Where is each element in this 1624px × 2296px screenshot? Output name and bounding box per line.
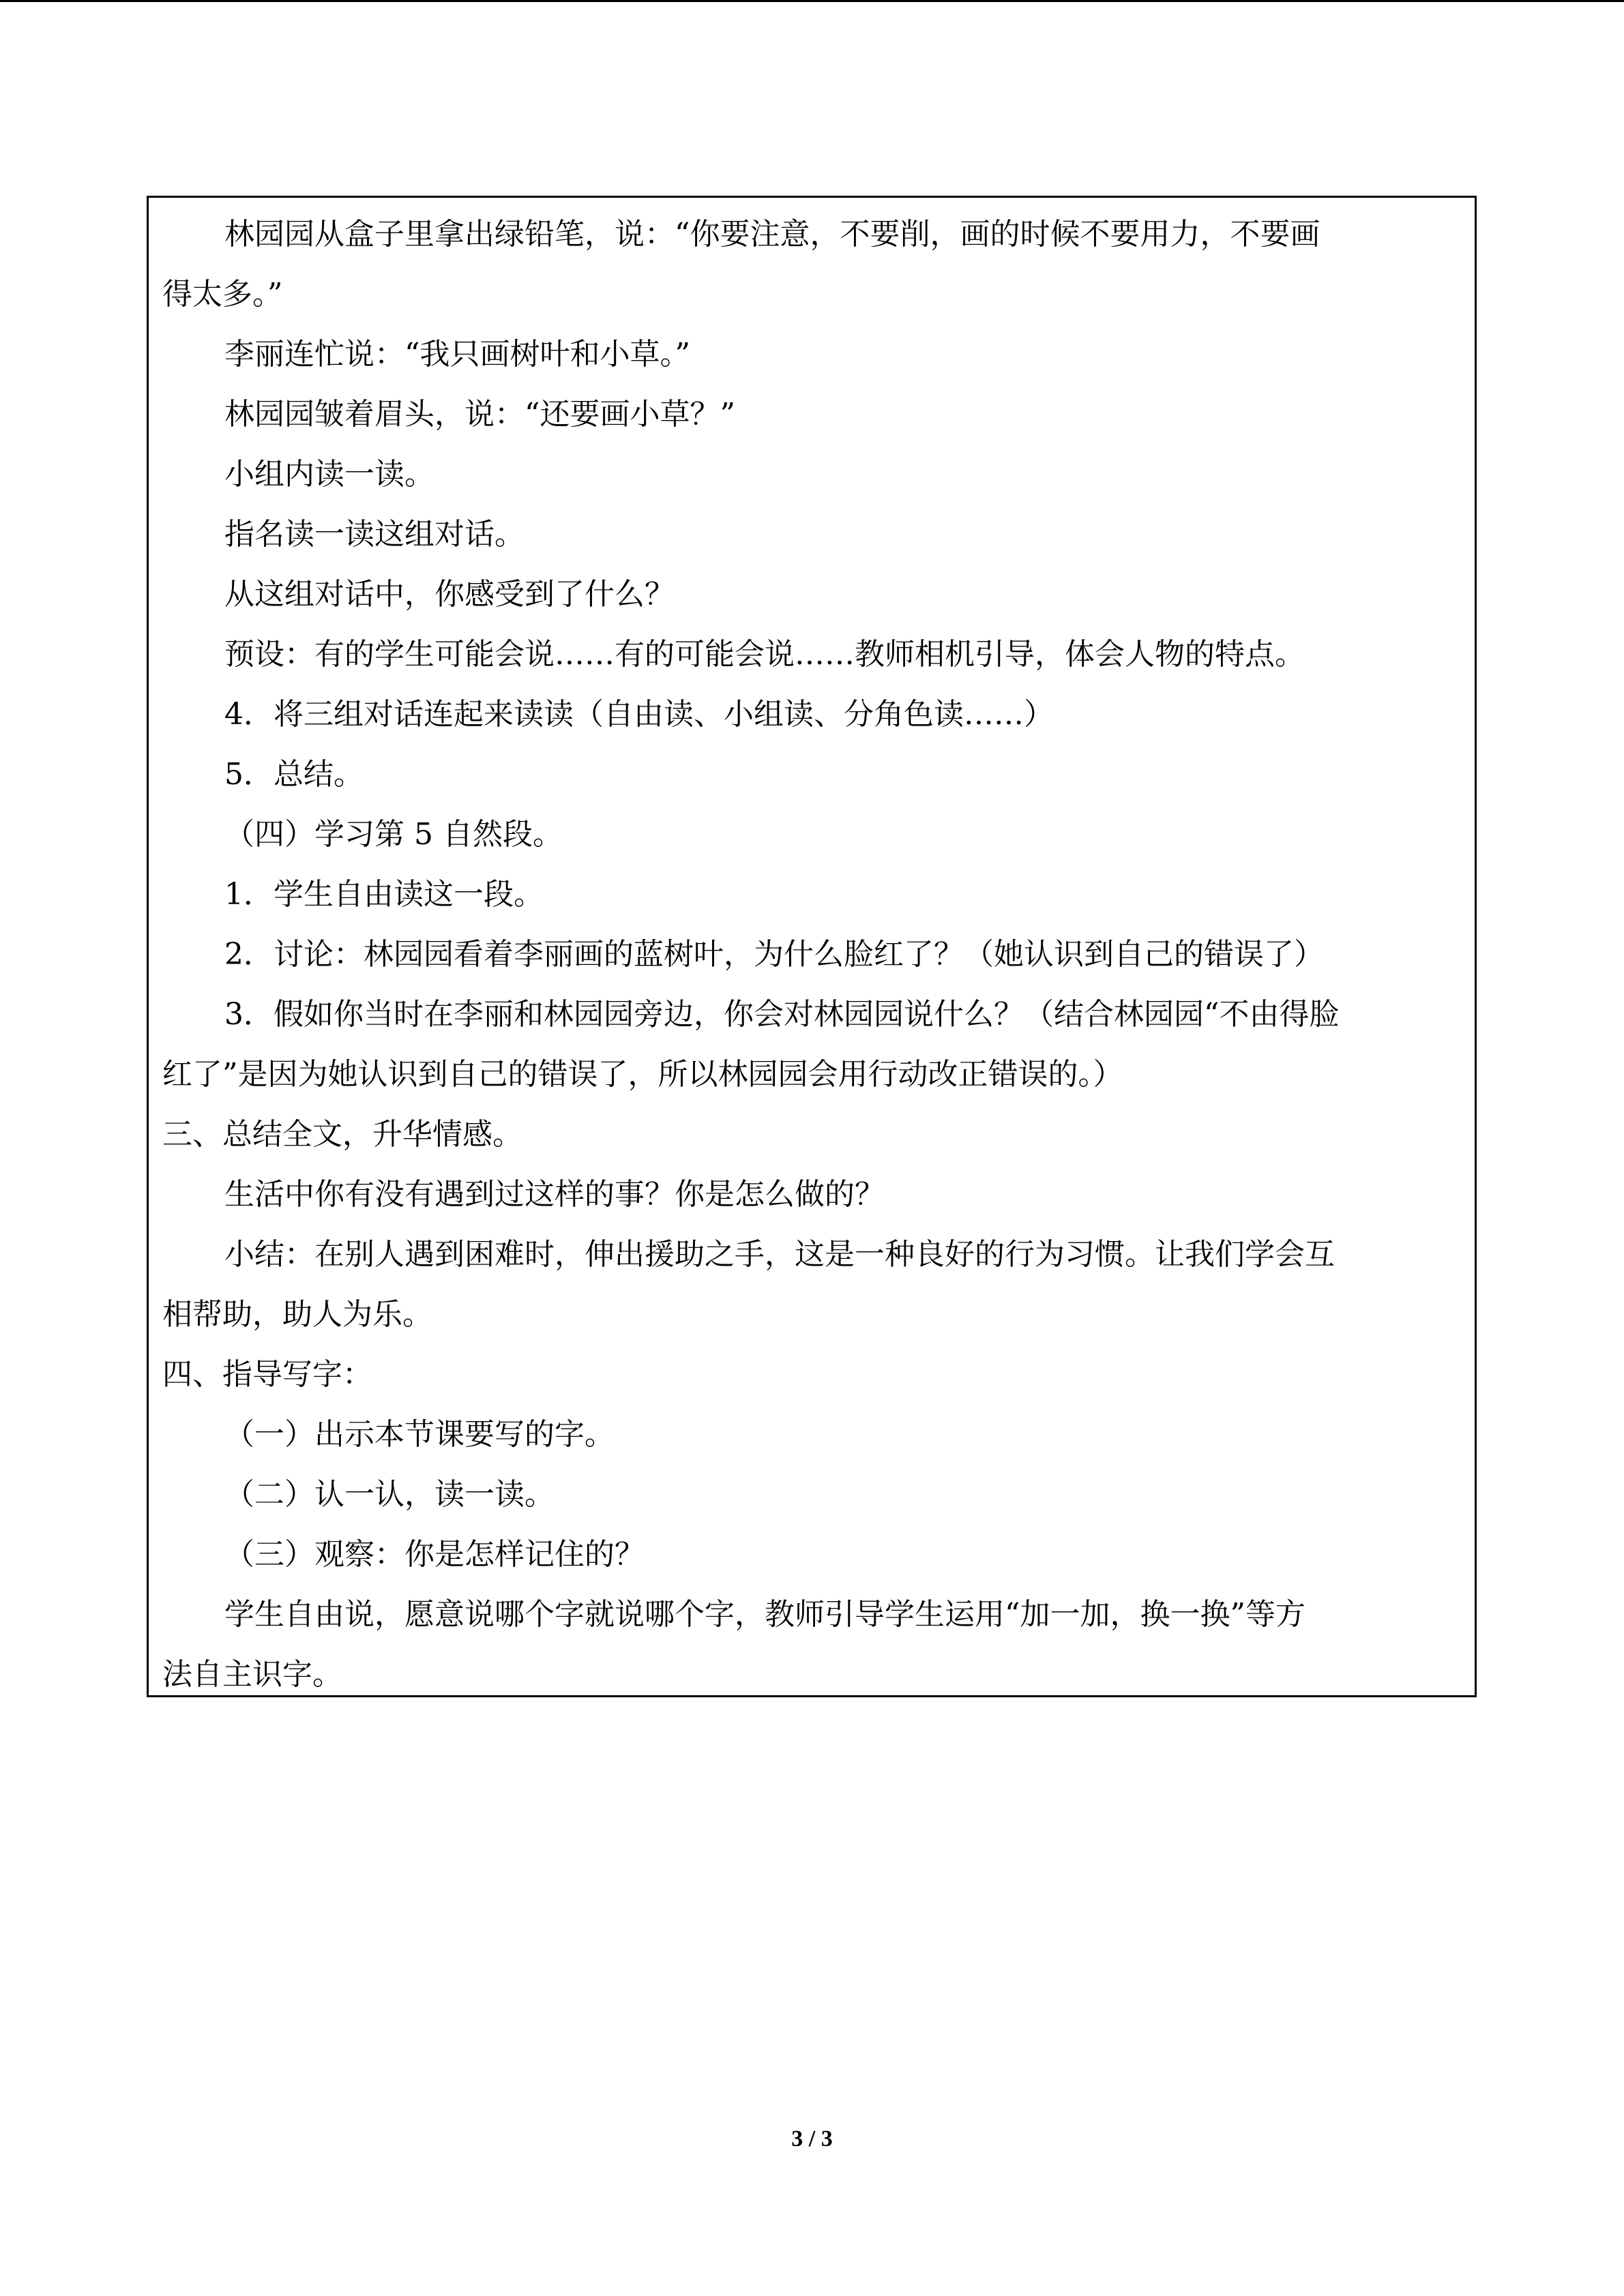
text-line: 红了”是因为她认识到自己的错误了，所以林园园会用行动改正错误的。）: [162, 1057, 1123, 1092]
text-line: 小结：在别人遇到困难时，伸出援助之手，这是一种良好的行为习惯。让我们学会互: [224, 1237, 1335, 1272]
text-line: 李丽连忙说：“我只画树叶和小草。”: [224, 337, 690, 372]
page-number: 3 / 3: [791, 2126, 833, 2151]
text-line: 4．将三组对话连起来读读（自由读、小组读、分角色读……）: [224, 697, 1054, 732]
text-line: （三）观察：你是怎样记住的？: [224, 1537, 645, 1572]
text-line: 从这组对话中，你感受到了什么？: [224, 577, 675, 612]
text-line: 小组内读一读。: [224, 457, 434, 492]
text-line: 2．讨论：林园园看着李丽画的蓝树叶，为什么脸红了？（她认识到自己的错误了）: [224, 937, 1324, 972]
text-line: 5．总结。: [224, 757, 364, 792]
text-line: 得太多。”: [162, 277, 283, 312]
text-line: （二）认一认，读一读。: [224, 1477, 555, 1512]
page-top-rule: [0, 0, 1624, 2]
text-line: （四）学习第 5 自然段。: [224, 817, 563, 852]
text-line: 相帮助，助人为乐。: [162, 1297, 432, 1332]
text-line: 四、指导写字：: [162, 1357, 372, 1392]
text-line: 3．假如你当时在李丽和林园园旁边，你会对林园园说什么？（结合林园园“不由得脸: [224, 997, 1340, 1032]
text-line: 林园园从盒子里拿出绿铅笔，说：“你要注意，不要削，画的时候不要用力，不要画: [224, 217, 1320, 252]
text-line: （一）出示本节课要写的字。: [224, 1417, 615, 1452]
text-line: 三、总结全文，升华情感。: [162, 1117, 522, 1152]
text-line: 法自主识字。: [162, 1657, 342, 1692]
text-line: 林园园皱着眉头，说：“还要画小草？”: [224, 397, 735, 432]
text-line: 学生自由说，愿意说哪个字就说哪个字，教师引导学生运用“加一加，换一换”等方: [224, 1597, 1305, 1632]
text-line: 生活中你有没有遇到过这样的事？你是怎么做的？: [224, 1177, 885, 1212]
lesson-content-box: [147, 196, 1477, 1697]
text-line: 指名读一读这组对话。: [224, 517, 525, 552]
text-line: 预设：有的学生可能会说……有的可能会说……教师相机引导，体会人物的特点。: [224, 637, 1305, 672]
text-line: 1．学生自由读这一段。: [224, 877, 544, 912]
